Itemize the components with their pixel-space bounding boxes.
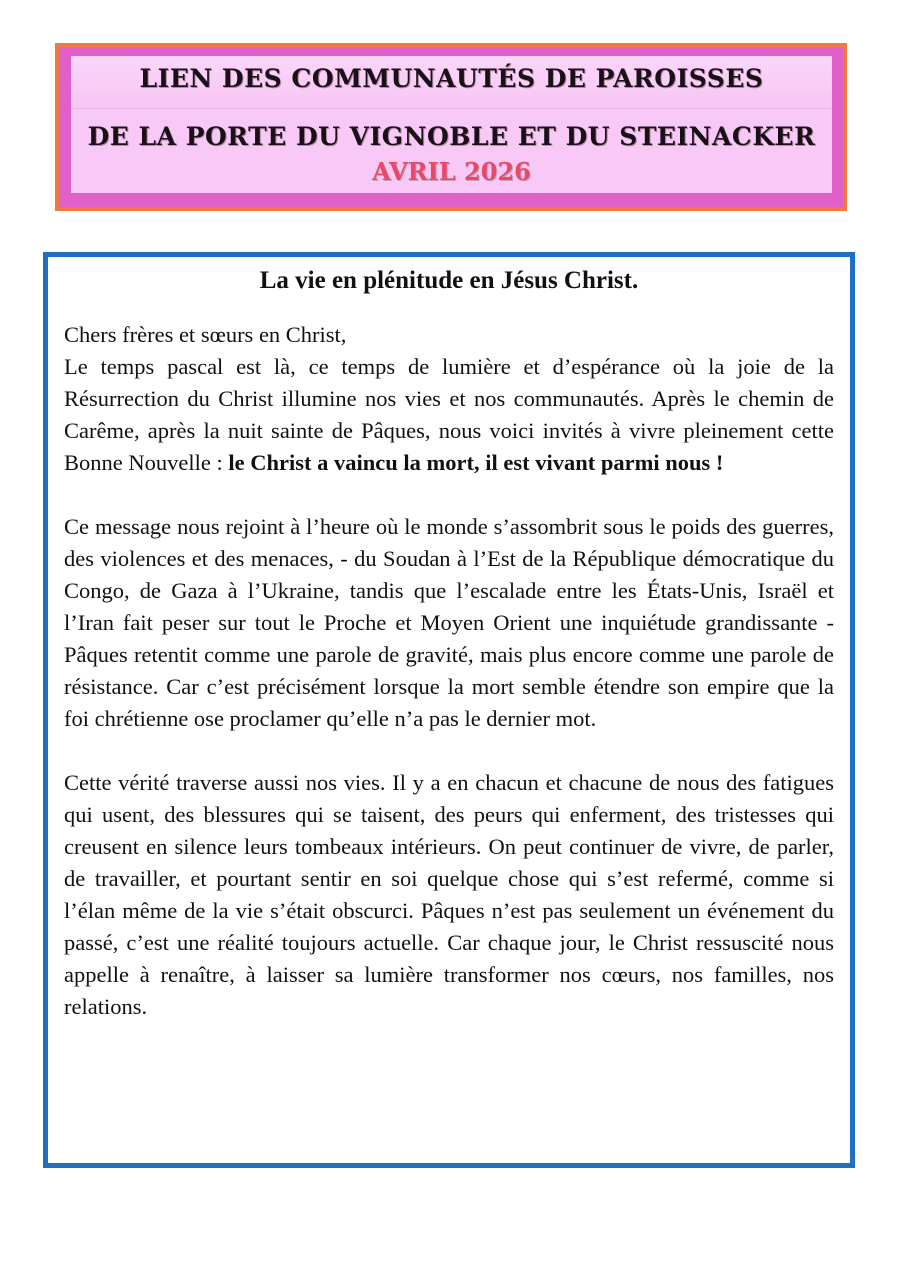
article-paragraph-1 bbox=[64, 351, 834, 479]
article-box bbox=[43, 252, 855, 1168]
article-paragraph-1-text: Le temps pascal est là, ce temps de lumière et d’espérance où la joie de la Résurrection du Christ illumine nos vies et nos communautés. Après le chemin de Carême, après la nuit sainte de Pâques, nous voici invités à vivre pleinement cette Bonne Nouvelle : bbox=[64, 354, 834, 475]
header-banner bbox=[55, 43, 847, 211]
article-greeting: Chers frères et sœurs en Christ, bbox=[64, 322, 347, 347]
header-banner-inner bbox=[71, 56, 832, 193]
article-paragraph-3: Cette vérité traverse aussi nos vies. Il y a en chacun et chacune de nous des fatigues qui usent, des blessures qui se taisent, des peurs qui enferment, des tristesses qui creusent en silence leurs tombeaux intérieurs. On peut continuer de vivre, de parler, de travailler, et pourtant sentir en soi quelque chose qui s’est refermé, comme si l’élan même de la vie s’était obscurci. Pâques n’est pas seulement un événement du passé, c’est une réalité toujours actuelle. Car chaque jour, le Christ ressuscité nous appelle à renaître, à laisser sa lumière transformer nos cœurs, nos familles, nos relations. bbox=[64, 770, 834, 1019]
article-paragraph-1-emphasis: le Christ a vaincu la mort, il est vivant parmi nous ! bbox=[228, 450, 724, 475]
header-title-line2: DE LA PORTE DU VIGNOBLE ET DU STEINACKER bbox=[87, 122, 816, 151]
paragraph-spacer bbox=[64, 479, 834, 511]
header-date: AVRIL 2026 bbox=[372, 157, 531, 186]
header-title-line1: LIEN DES COMMUNAUTÉS DE PAROISSES bbox=[71, 56, 832, 109]
paragraph-spacer bbox=[64, 735, 834, 767]
article-title: La vie en plénitude en Jésus Christ. bbox=[259, 267, 639, 294]
header-banner-frame bbox=[59, 47, 843, 207]
article-paragraph-2: Ce message nous rejoint à l’heure où le monde s’assombrit sous le poids des guerres, des violences et des menaces, - du Soudan à l’Est de la République démocratique du Congo, de Gaza à l’Ukraine, tandis que l’escalade entre les États-Unis, Israël et l’Iran fait peser sur tout le Proche et Moyen Orient une inquiétude grandissante - Pâques retentit comme une parole de gravité, mais plus encore comme une parole de résistance. Car c’est précisément lorsque la mort semble étendre son empire que la foi chrétienne ose proclamer qu’elle n’a pas le dernier mot. bbox=[64, 514, 834, 731]
